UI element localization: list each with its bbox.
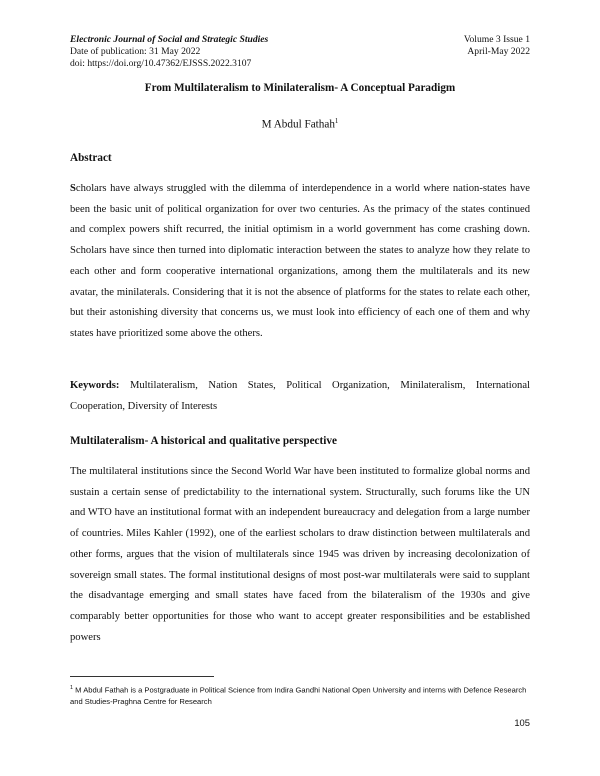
- paper-title: From Multilateralism to Minilateralism- A Conceptual Paradigm: [144, 82, 456, 94]
- section-heading: Multilateralism- A historical and qualitative perspective: [70, 435, 337, 447]
- section-text: The multilateral institutions since the Second World War have been instituted to formalize global norms and sustain a certain sense of predictability to the international system. Structurally, such forums like the UN and WTO have an institutional format with an independent bureaucracy and delegation from a large number of countries. Miles Kahler (1992), one of the earliest scholars to draw distinction between multilaterals and other forms, argues that the vision of multilaterals since 1945 was driven by increasing decolonization of sovereign small states. The formal institutional designs of most post-war multilaterals were said to supplant the disadvantage emerging and small states have faced from the bilateralism of the 1930s and give comparably better opportunities for those who want to accept greater responsibilities and be established powers: [70, 466, 530, 643]
- volume-issue: Volume 3 Issue 1: [463, 34, 530, 45]
- issue-period: April-May 2022: [467, 46, 530, 58]
- footnote-divider: [70, 676, 214, 677]
- doi-link[interactable]: doi: https://doi.org/10.47362/EJSSS.2022.3107: [70, 58, 252, 70]
- footnote: [70, 683, 530, 707]
- publication-date: Date of publication: 31 May 2022: [70, 46, 201, 58]
- footnote-text: M Abdul Fathah is a Postgraduate in Political Science from Indira Gandhi National Open University and interns with Defence Research and Studies-Praghna Centre for Research: [70, 685, 527, 706]
- journal-name: Electronic Journal of Social and Strategic Studies: [70, 34, 269, 45]
- abstract-text: Scholars have always struggled with the dilemma of interdependence in a world where nation-states have been the basic unit of political organization for over two centuries. As the primacy of the states continued and complex powers shift recurred, the initial optimism in a world government has come crashing down. Scholars have since then turned into diplomatic interaction between the states to analyze how they relate to each other and form cooperative international organizations, among them the multilaterals and its new avatar, the minilaterals. Considering that it is not the absence of platforms for the states to relate each other, but their astonishing diversity that concerns us, we must look into efficiency of each one of them and why states have prioritized some above the others.: [70, 183, 530, 339]
- header-right: [390, 34, 530, 58]
- abstract-heading: Abstract: [70, 152, 112, 164]
- keywords-list: Multilateralism, Nation States, Political Organization, Minilateralism, International Cooperation, Diversity of Interests: [70, 380, 530, 412]
- author-name: M Abdul Fathah: [261, 118, 335, 131]
- author-footnote-mark[interactable]: 1: [334, 117, 339, 125]
- header-left: [70, 34, 390, 71]
- page-number: 105: [514, 717, 530, 728]
- keywords: [70, 376, 530, 417]
- author-line: [70, 117, 530, 131]
- keywords-label: Keywords:: [70, 380, 120, 391]
- footnote-mark: 1: [70, 685, 74, 691]
